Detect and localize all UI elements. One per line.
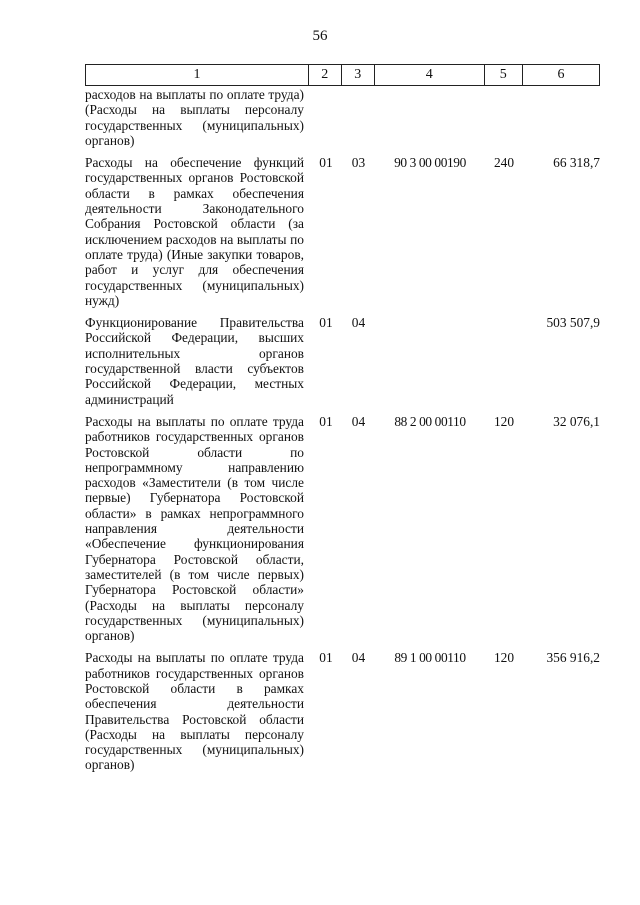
row-target-code: 90 3 00 00190 [394,155,466,171]
row-description: Расходы на выплаты по оплате труда работников государственных органов Ростовской области по непрограммному направлению расходов «Заместители (в том числе первые) Губернатора Ростовской области» в рамках непрограммного направления деятельности «Обеспечение функционирования Губернатора Ростовской области, заместителей (в том числе первых) Губернатора Ростовской области» (Расходы на выплаты персоналу государственных (муниципальных) органов) [85,413,304,644]
row-subsection [342,87,375,148]
row-target-code [375,315,485,407]
row-expense-type: 120 [493,413,515,429]
row-description: Функционирование Правительства Российской Федерации, высших исполнительных органов государственной власти субъектов Российской Федерации, местных администраций [85,315,304,407]
row-amount: 32 076,1 [553,413,600,429]
row-section: 01 [319,315,333,331]
header-col-3: 3 [342,65,376,85]
header-col-2: 2 [309,65,342,85]
row-expense-type [485,87,523,148]
table-row [85,87,600,148]
header-col-4: 4 [375,65,485,85]
row-section: 01 [319,413,333,429]
row-subsection: 04 [351,315,366,331]
row-target-code: 88 2 00 00110 [394,413,466,429]
header-col-5: 5 [485,65,523,85]
row-subsection: 03 [351,155,366,171]
table-row [85,315,600,407]
row-section: 01 [319,650,333,666]
row-amount [523,87,600,148]
header-col-1: 1 [86,65,309,85]
row-target-code: 89 1 00 00110 [394,650,466,666]
table-header-row [85,64,600,86]
table-row [85,650,600,772]
table-row [85,414,600,643]
row-section [310,87,342,148]
page-number: 56 [312,28,328,44]
row-subsection: 04 [351,650,366,666]
table-row [85,155,600,308]
row-expense-type: 240 [493,155,515,171]
header-col-6: 6 [557,67,565,82]
row-amount: 66 318,7 [553,155,600,171]
row-subsection: 04 [351,413,366,429]
budget-table [85,64,600,773]
row-amount: 503 507,9 [546,315,600,331]
row-expense-type: 120 [493,650,515,666]
row-description: Расходы на выплаты по оплате труда работников государственных органов Ростовской области в рамках обеспечения деятельности Правительства Ростовской области (Расходы на выплаты персоналу государственных (муниципальных) органов) [85,650,304,773]
row-amount: 356 916,2 [546,650,600,666]
row-description: Расходы на обеспечение функций государственных органов Ростовской области в рамках обеспечения деятельности Законодательного Собрания Ростовской области (за исключением расходов на выплаты по оплате труда) (Иные закупки товаров, работ и услуг для обеспечения государственных (муниципальных) нужд) [85,155,304,308]
row-section: 01 [319,155,333,171]
row-expense-type [485,315,523,407]
row-target-code [375,87,485,148]
row-description: расходов на выплаты по оплате труда) (Расходы на выплаты персоналу государственных (муниципальных) органов) [85,87,304,148]
